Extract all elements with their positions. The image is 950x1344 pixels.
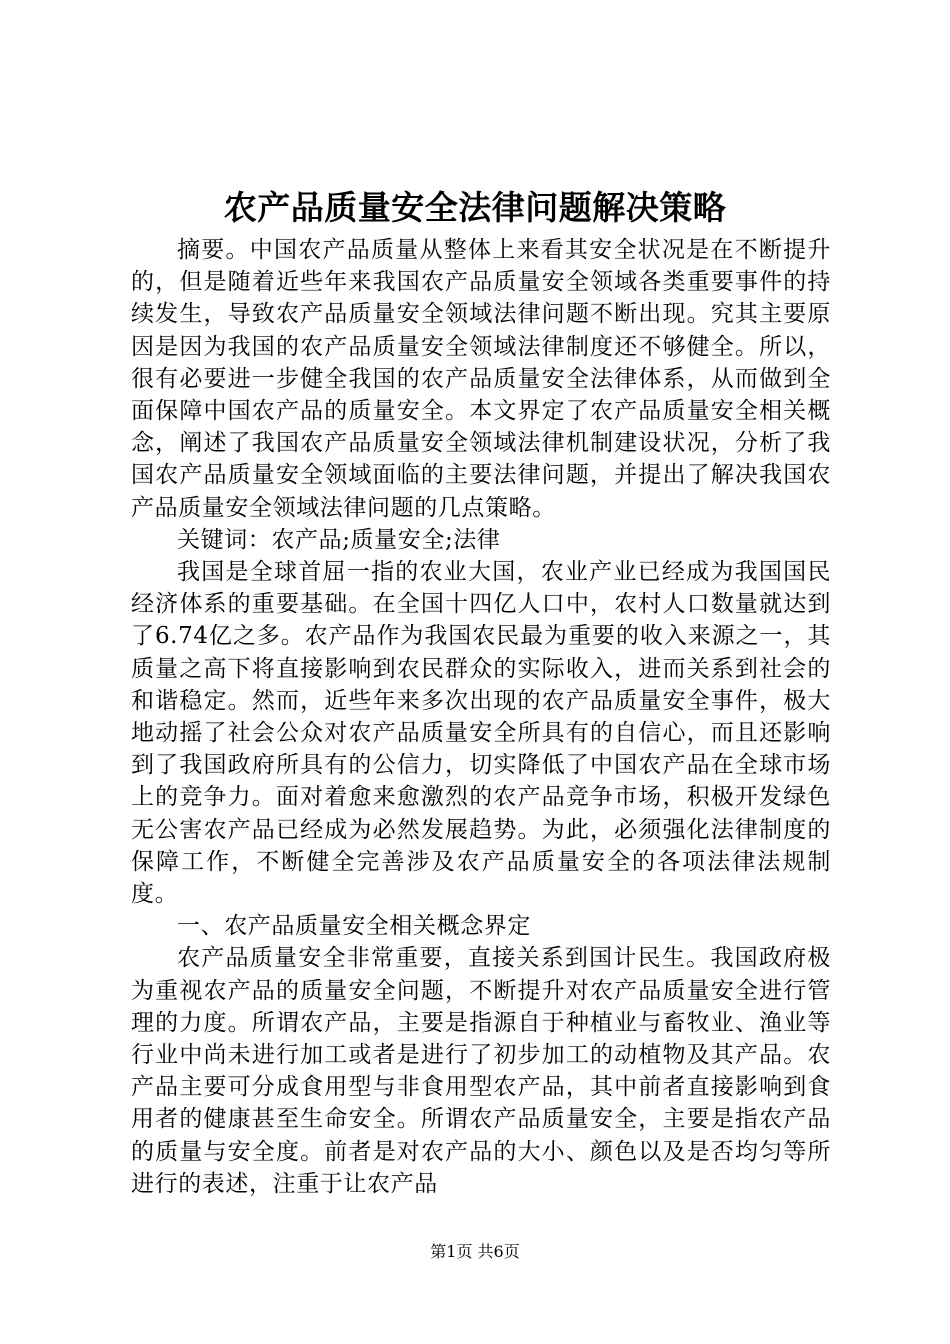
abstract-paragraph: 摘要。中国农产品质量从整体上来看其安全状况是在不断提升的，但是随着近些年来我国农产品质量安全领域各类重要事件的持续发生，导致农产品质量安全领域法律问题不断出现。究其主要原因是因为我国的农产品质量安全领域法律制度还不够健全。所以，很有必要进一步健全我国的农产品质量安全法律体系，从而做到全面保障中国农产品的质量安全。本文界定了农产品质量安全相关概念，阐述了我国农产品质量安全领域法律机制建设状况，分析了我国农产品质量安全领域面临的主要法律问题，并提出了解决我国农产品质量安全领域法律问题的几点策略。 — [131, 237, 831, 521]
document-title: 农产品质量安全法律问题解决策略 — [223, 188, 727, 227]
section-heading: 一、农产品质量安全相关概念界定 — [177, 913, 531, 940]
page-number-footer: 第1页 共6页 — [430, 1242, 520, 1261]
document-body — [131, 234, 831, 1200]
intro-paragraph: 我国是全球首屈一指的农业大国，农业产业已经成为我国国民经济体系的重要基础。在全国十四亿人口中，农村人口数量就达到了6.74亿之多。农产品作为我国农民最为重要的收入来源之一，其质量之高下将直接影响到农民群众的实际收入，进而关系到社会的和谐稳定。然而，近些年来多次出现的农产品质量安全事件，极大地动摇了社会公众对农产品质量安全所具有的自信心，而且还影响到了我国政府所具有的公信力，切实降低了中国农产品在全球市场上的竞争力。面对着愈来愈激烈的农产品竞争市场，积极开发绿色无公害农产品已经成为必然发展趋势。为此，必须强化法律制度的保障工作，不断健全完善涉及农产品质量安全的各项法律法规制度。 — [131, 559, 831, 908]
section-paragraph: 农产品质量安全非常重要，直接关系到国计民生。我国政府极为重视农产品的质量安全问题，不断提升对农产品质量安全进行管理的力度。所谓农产品，主要是指源自于种植业与畜牧业、渔业等行业中尚未进行加工或者是进行了初步加工的动植物及其产品。农产品主要可分成食用型与非食用型农产品，其中前者直接影响到食用者的健康甚至生命安全。所谓农产品质量安全，主要是指农产品的质量与安全度。前者是对农产品的大小、颜色以及是否均匀等所进行的表述，注重于让农产品 — [131, 945, 831, 1197]
keywords-line: 关键词：农产品;质量安全;法律 — [177, 526, 501, 553]
